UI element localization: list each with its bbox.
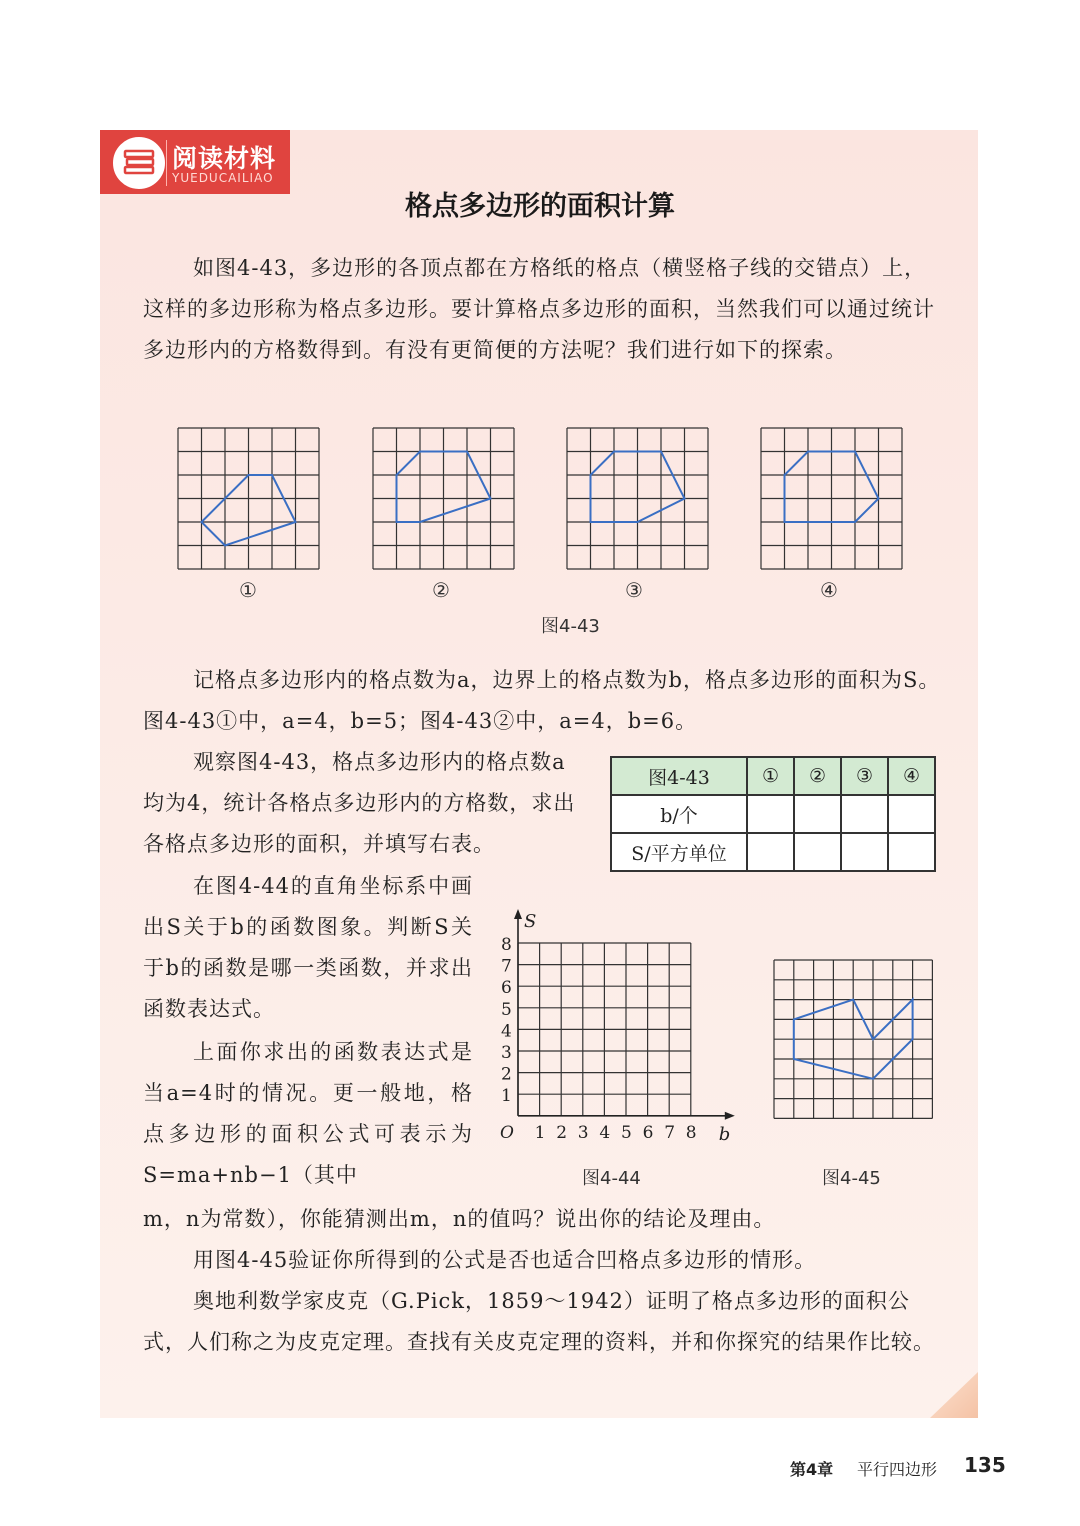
x-tick-label: 4 bbox=[599, 1122, 611, 1143]
badge-title: 阅读材料 bbox=[172, 144, 277, 173]
y-tick-label: 5 bbox=[501, 999, 512, 1020]
paragraph-observe: 观察图4-43，格点多边形内的格点数a均为4，统计各格点多边形内的方格数，求出各格点多边形的面积，并填写右表。 bbox=[143, 750, 576, 856]
y-axis-label: S bbox=[524, 911, 537, 932]
x-axis-label: b bbox=[718, 1123, 731, 1145]
x-tick-label: 3 bbox=[577, 1122, 589, 1143]
x-tick-label: 5 bbox=[621, 1122, 632, 1143]
paragraph-graph-task: 在图4-44的直角坐标系中画出S关于b的函数图象。判断S关于b的函数是哪一类函数，并求出函数表达式。 bbox=[143, 874, 473, 1021]
y-tick-label: 2 bbox=[501, 1064, 512, 1085]
figure-4-43-caption: 图4-43 bbox=[541, 616, 600, 637]
footer-chapter: 第4章 bbox=[790, 1460, 834, 1479]
figure-4-45-caption: 图4-45 bbox=[822, 1168, 881, 1189]
x-tick-label: 6 bbox=[642, 1122, 654, 1143]
table-cell: S/平方单位 bbox=[611, 833, 747, 871]
table-header-cell: 图4-43 bbox=[611, 757, 747, 795]
table-header-cell: ② bbox=[794, 757, 841, 795]
badge-subtitle: YUEDUCAILIAO bbox=[172, 171, 274, 185]
x-tick-label: 7 bbox=[664, 1122, 676, 1143]
table-header-cell: ④ bbox=[888, 757, 935, 795]
figure-label-2: ② bbox=[432, 578, 450, 602]
y-tick-label: 7 bbox=[501, 956, 512, 977]
paragraph-intro: 如图4-43，多边形的各顶点都在方格纸的格点（横竖格子线的交错点）上，这样的多边形称为格点多边形。要计算格点多边形的面积，当然我们可以通过统计多边形内的方格数得到。有没有更简便的方法呢？我们进行如下的探索。 bbox=[143, 256, 935, 362]
y-tick-label: 6 bbox=[501, 978, 512, 999]
y-tick-label: 4 bbox=[501, 1021, 512, 1042]
table-header-cell: ③ bbox=[841, 757, 888, 795]
page-number: 135 bbox=[964, 1453, 1006, 1477]
x-tick-label: 8 bbox=[685, 1122, 697, 1143]
footer-section: 平行四边形 bbox=[857, 1460, 938, 1479]
paragraph-formula: 上面你求出的函数表达式是当a=4时的情况。更一般地，格点多边形的面积公式可表示为S=ma+nb−1（其中 bbox=[143, 1040, 473, 1187]
y-tick-label: 1 bbox=[501, 1086, 512, 1107]
figure-4-44-caption: 图4-44 bbox=[582, 1168, 641, 1189]
y-tick-label: 8 bbox=[501, 935, 512, 955]
table-header-cell: ① bbox=[747, 757, 794, 795]
figure-label-4: ④ bbox=[820, 578, 838, 602]
paragraph-definitions: 记格点多边形内的格点数为a，边界上的格点数为b，格点多边形的面积为S。图4-43①中，a=4，b=5；图4-43②中，a=4，b=6。 bbox=[143, 668, 941, 733]
paragraph-pick: 奥地利数学家皮克（G.Pick，1859～1942）证明了格点多边形的面积公式，人们称之为皮克定理。查找有关皮克定理的资料，并和你探究的结果作比较。 bbox=[143, 1289, 935, 1354]
paragraph-verify: 用图4-45验证你所得到的公式是否也适合凹格点多边形的情形。 bbox=[193, 1248, 817, 1272]
paragraph-formula-cont: m，n为常数），你能猜测出m，n的值吗？说出你的结论及理由。 bbox=[143, 1207, 776, 1231]
page-title: 格点多边形的面积计算 bbox=[405, 191, 675, 222]
table-cell: b/个 bbox=[611, 795, 747, 833]
figure-label-3: ③ bbox=[625, 578, 643, 602]
y-tick-label: 3 bbox=[501, 1043, 512, 1063]
x-tick-label: 1 bbox=[534, 1122, 546, 1143]
origin-label: O bbox=[500, 1122, 514, 1143]
figure-label-1: ① bbox=[239, 578, 257, 602]
x-tick-label: 2 bbox=[556, 1122, 568, 1143]
